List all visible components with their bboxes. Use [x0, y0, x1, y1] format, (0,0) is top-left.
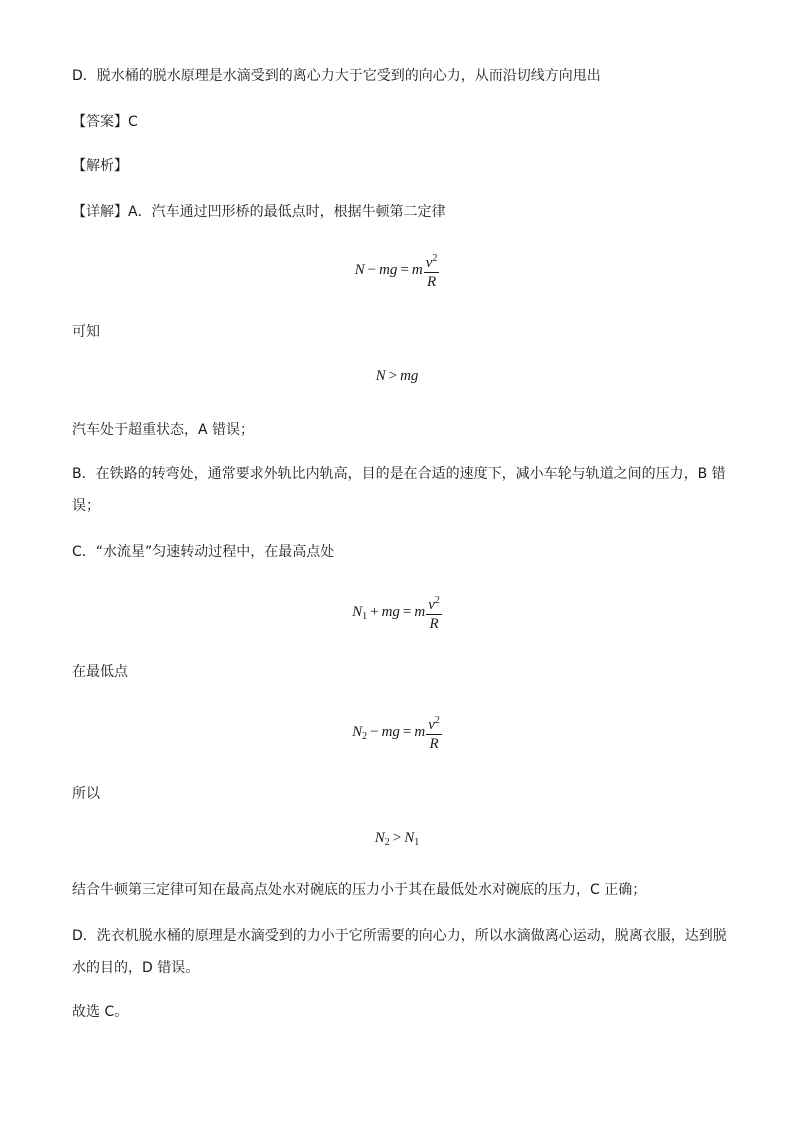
option-d-text: D．脱水桶的脱水原理是水滴受到的离心力大于它受到的向心力，从而沿切线方向甩出 [72, 68, 601, 84]
c-lowest-text: 在最低点 [72, 664, 128, 680]
equation-4: $N_2$ − mg = m $\frac{v^2}{R}$ [0, 712, 794, 753]
c-conclusion-text: 结合牛顿第三定律可知在最高点处水对碗底的压力小于其在最低处水对碗底的压力，C 正确； [72, 882, 647, 898]
d-text-line1: D．洗衣机脱水桶的原理是水滴受到的力小于它所需要的向心力，所以水滴做离心运动，脱离衣服，达到脱 [72, 928, 727, 944]
detail-a-text: 【详解】A．汽车通过凹形桥的最低点时，根据牛顿第二定律 [72, 204, 446, 220]
final-answer-text: 故选 C。 [72, 1004, 129, 1020]
b-text-line2: 误； [72, 498, 100, 514]
c-intro-text: C．“水流星”匀速转动过程中，在最高点处 [72, 544, 335, 560]
answer-label: 【答案】C [72, 114, 138, 130]
equation-1: N − mg = m $\frac{v^2}{R}$ [0, 250, 794, 291]
d-text-line2: 水的目的，D 错误。 [72, 960, 200, 976]
b-text-line1: B．在铁路的转弯处，通常要求外轨比内轨高，目的是在合适的速度下，减小车轮与轨道之间的压力，B 错 [72, 466, 726, 482]
equation-5: $N_2 > N_1$ [374, 830, 420, 848]
suoyi-text: 所以 [72, 786, 100, 802]
analysis-label: 【解析】 [72, 158, 128, 174]
equation-3: $N_1$ + mg = m $\frac{v^2}{R}$ [0, 592, 794, 633]
equation-2: N > mg [375, 368, 419, 384]
a-conclusion-text: 汽车处于超重状态，A 错误； [72, 422, 255, 438]
kezhi-text: 可知 [72, 324, 100, 340]
